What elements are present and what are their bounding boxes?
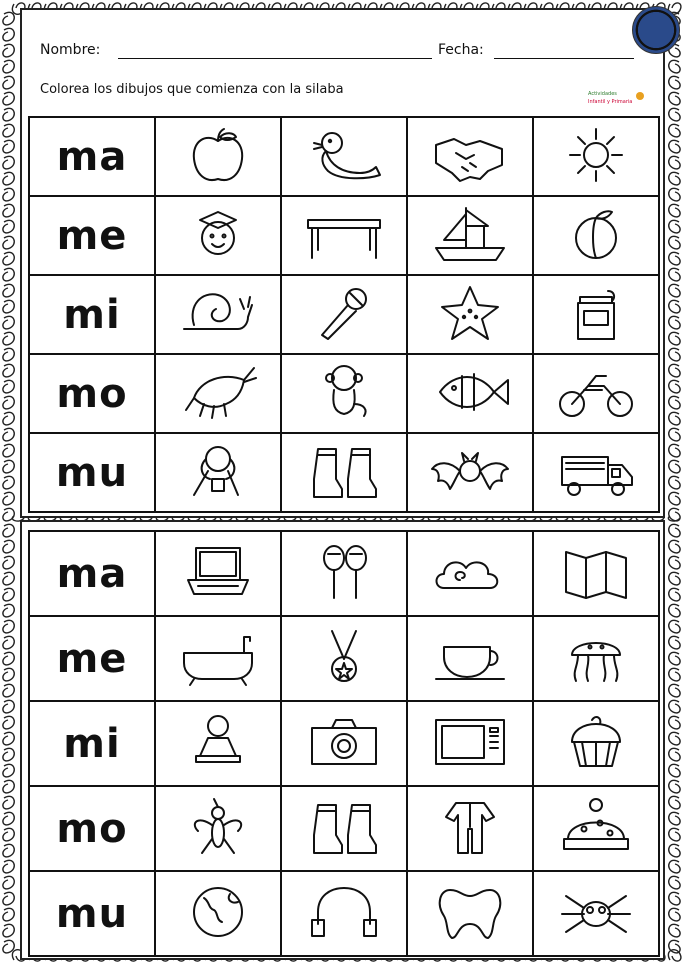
picture-cell[interactable] — [534, 434, 660, 513]
bathtub-icon — [174, 625, 262, 693]
instruction-text: Colorea los dibujos que comienza con la silaba — [40, 82, 344, 97]
bat-icon — [426, 439, 514, 507]
picture-cell[interactable] — [408, 787, 534, 872]
wool-hat-icon — [552, 795, 640, 863]
picture-cell[interactable] — [408, 434, 534, 513]
globe-icon — [174, 880, 262, 948]
svg-text:Infantil y Primaria: Infantil y Primaria — [588, 99, 633, 105]
syllable-label: ma — [56, 550, 128, 597]
syllable-cell — [30, 532, 156, 617]
picture-cell[interactable] — [534, 276, 660, 355]
microphone-icon — [300, 281, 388, 349]
cupcake-icon — [552, 710, 640, 778]
syllable-grid-bottom — [28, 530, 660, 957]
starfish-icon — [426, 281, 514, 349]
picture-cell[interactable] — [408, 355, 534, 434]
picture-cell[interactable] — [282, 872, 408, 957]
maracas-icon — [300, 540, 388, 608]
boots-icon — [300, 795, 388, 863]
picture-cell[interactable] — [156, 197, 282, 276]
honey-jar-icon — [552, 281, 640, 349]
syllable-label: mi — [63, 291, 121, 338]
monkey-icon — [300, 360, 388, 428]
picture-cell[interactable] — [156, 872, 282, 957]
picture-cell[interactable] — [408, 702, 534, 787]
picture-cell[interactable] — [156, 702, 282, 787]
syllable-cell — [30, 434, 156, 513]
picture-cell[interactable] — [534, 118, 660, 197]
picture-cell[interactable] — [156, 617, 282, 702]
syllable-cell — [30, 787, 156, 872]
picture-cell[interactable] — [282, 118, 408, 197]
picture-cell[interactable] — [408, 276, 534, 355]
medal-icon — [300, 625, 388, 693]
picture-cell[interactable] — [282, 434, 408, 513]
picture-cell[interactable] — [534, 617, 660, 702]
picture-cell[interactable] — [282, 702, 408, 787]
laptop-icon — [174, 540, 262, 608]
svg-text:Actividades: Actividades — [588, 91, 617, 97]
picture-cell[interactable] — [282, 197, 408, 276]
syllable-label: me — [56, 212, 128, 259]
name-field[interactable] — [118, 58, 432, 59]
picture-cell[interactable] — [156, 276, 282, 355]
headphones-icon — [300, 880, 388, 948]
handshake-icon — [426, 123, 514, 191]
apple-icon — [174, 123, 262, 191]
syllable-label: mi — [63, 720, 121, 767]
brand-logo-icon — [586, 88, 646, 106]
syllable-cell — [30, 118, 156, 197]
syllable-cell — [30, 355, 156, 434]
picture-cell[interactable] — [408, 617, 534, 702]
table-icon — [300, 202, 388, 270]
name-label: Nombre: — [40, 42, 101, 58]
doll-icon — [174, 439, 262, 507]
picture-cell[interactable] — [156, 787, 282, 872]
picture-cell[interactable] — [156, 434, 282, 513]
sailboat-icon — [426, 202, 514, 270]
picture-cell[interactable] — [282, 276, 408, 355]
syllable-cell — [30, 617, 156, 702]
peach-icon — [552, 202, 640, 270]
pajamas-icon — [426, 795, 514, 863]
cloud-icon — [426, 540, 514, 608]
syllable-cell — [30, 872, 156, 957]
syllable-label: me — [56, 635, 128, 682]
picture-cell[interactable] — [282, 355, 408, 434]
camera-icon — [300, 710, 388, 778]
seal-icon — [300, 123, 388, 191]
sun-icon — [552, 123, 640, 191]
picture-cell[interactable] — [408, 532, 534, 617]
syllable-cell — [30, 276, 156, 355]
picture-cell[interactable] — [534, 702, 660, 787]
syllable-grid-top — [28, 116, 660, 513]
motorcycle-icon — [552, 360, 640, 428]
syllable-label: mo — [56, 805, 128, 852]
date-field[interactable] — [494, 58, 634, 59]
fire-truck-icon — [552, 439, 640, 507]
picture-cell[interactable] — [282, 787, 408, 872]
picture-cell[interactable] — [408, 118, 534, 197]
tooth-icon — [426, 880, 514, 948]
graduate-child-icon — [174, 202, 262, 270]
syllable-cell — [30, 702, 156, 787]
syllable-label: ma — [56, 133, 128, 180]
fish-icon — [426, 360, 514, 428]
picture-cell[interactable] — [534, 787, 660, 872]
picture-cell[interactable] — [534, 532, 660, 617]
map-icon — [552, 540, 640, 608]
syllable-label: mo — [56, 370, 128, 417]
syllable-cell — [30, 197, 156, 276]
picture-cell[interactable] — [156, 532, 282, 617]
syllable-label: mu — [55, 890, 129, 937]
picture-cell[interactable] — [534, 197, 660, 276]
picture-cell[interactable] — [408, 197, 534, 276]
child-reading-icon — [174, 710, 262, 778]
shrimp-icon — [174, 360, 262, 428]
picture-cell[interactable] — [156, 118, 282, 197]
teacup-icon — [426, 625, 514, 693]
jellyfish-icon — [552, 625, 640, 693]
spider-icon — [552, 880, 640, 948]
picture-cell[interactable] — [408, 872, 534, 957]
picture-cell[interactable] — [534, 872, 660, 957]
mosquito-icon — [174, 795, 262, 863]
picture-cell[interactable] — [282, 617, 408, 702]
picture-cell[interactable] — [282, 532, 408, 617]
badge-logo-icon — [632, 6, 680, 54]
picture-cell[interactable] — [156, 355, 282, 434]
syllable-label: mu — [55, 449, 129, 496]
date-label: Fecha: — [438, 42, 484, 58]
microwave-icon — [426, 710, 514, 778]
boots-icon — [300, 439, 388, 507]
picture-cell[interactable] — [534, 355, 660, 434]
snail-icon — [174, 281, 262, 349]
